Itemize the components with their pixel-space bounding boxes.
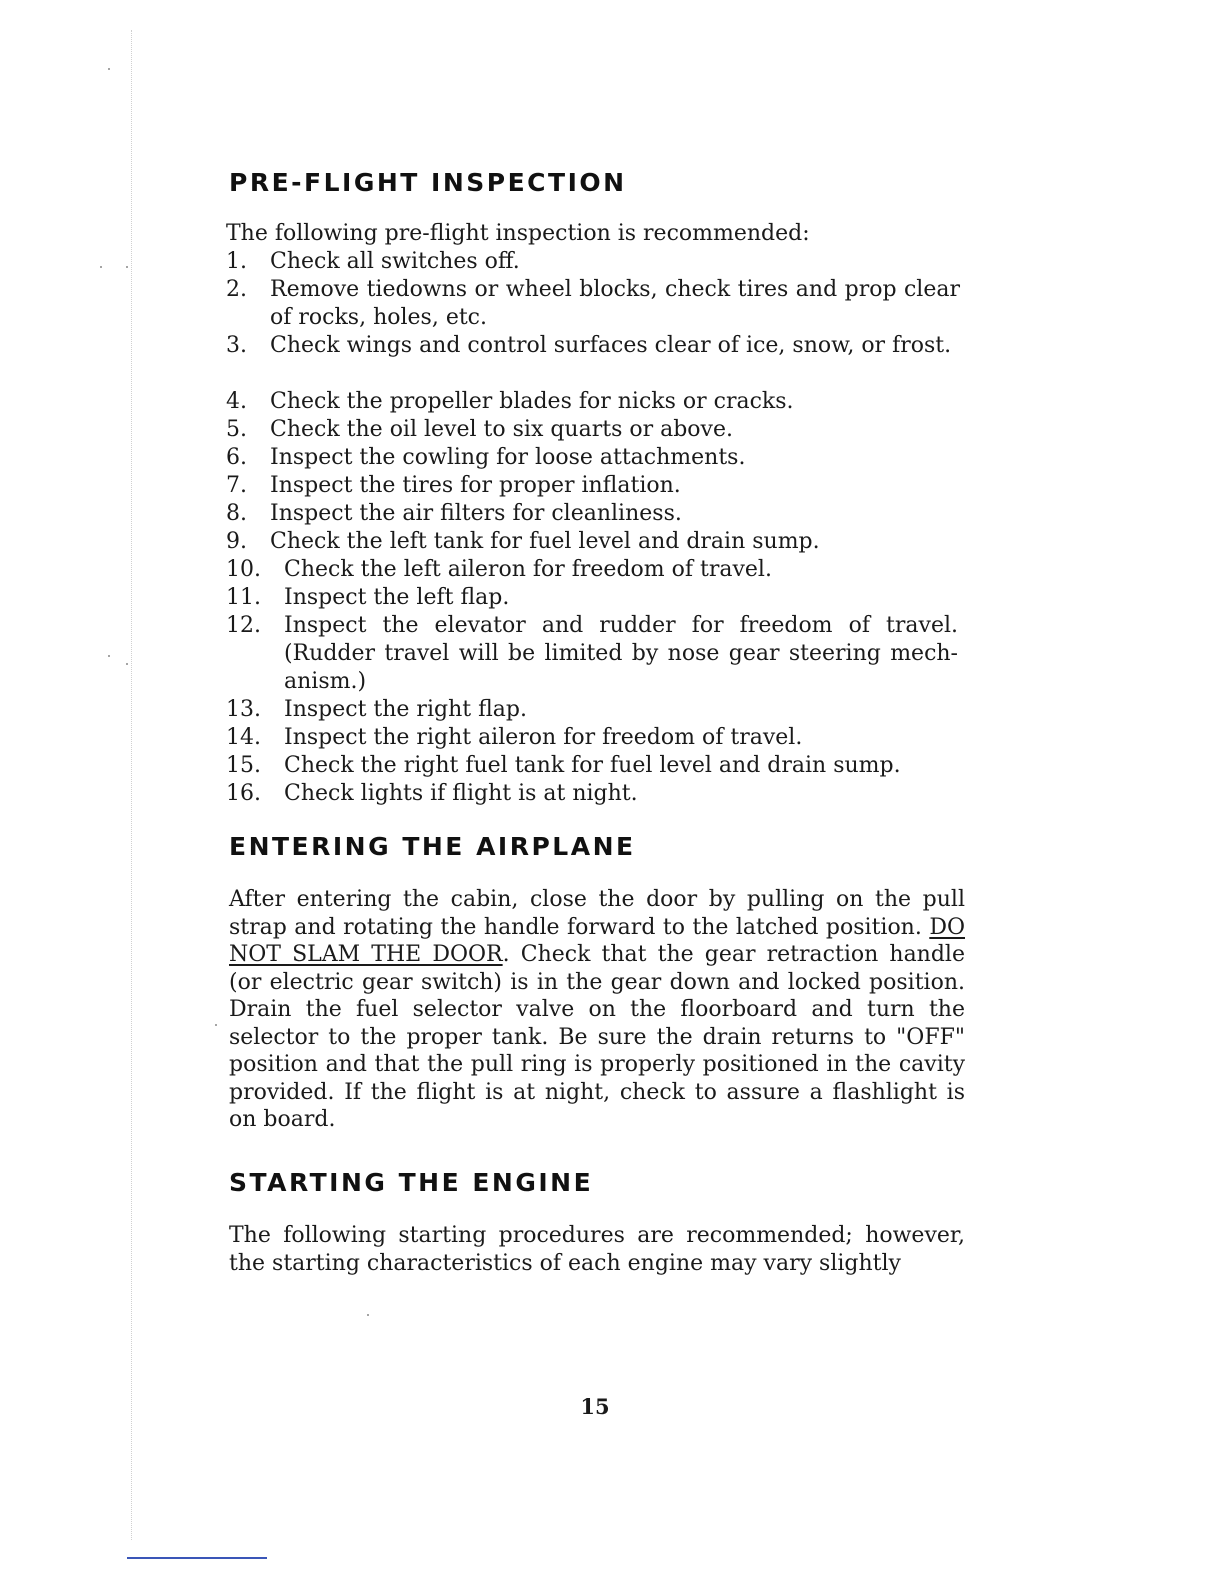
list-item — [0, 332, 1224, 388]
preflight-checklist — [0, 248, 1224, 808]
item-text: Inspect the elevator and rudder for freedom of travel. (Rudder travel will be limited by nose gear steering mech-anism.) — [284, 613, 958, 694]
item-number: 12. — [226, 613, 261, 638]
entering-text-after: . Check that the gear retraction handle (or electric gear switch) is in the gear down and locked position. Drain the fuel selector valve on the floorboard and turn the selector to the proper tank. Be sure the drain returns to "OFF" position and that the pull ring is properly positioned in the cavity provided. If the flight is at night, check to assure a flashlight is on board. — [229, 942, 965, 1132]
door-warning: DO NOT SLAM THE DOOR — [229, 914, 965, 967]
list-item — [0, 276, 1224, 332]
item-text: Check the right fuel tank for fuel level and drain sump. — [284, 753, 901, 778]
item-text: Check the left aileron for freedom of travel. — [284, 557, 772, 582]
entering-paragraph — [229, 886, 965, 1134]
section-title-entering: ENTERING THE AIRPLANE — [229, 832, 636, 861]
item-text: Check lights if flight is at night. — [284, 781, 638, 806]
item-text: Inspect the tires for proper inflation. — [270, 473, 681, 498]
scan-speck — [108, 68, 110, 70]
item-text: Inspect the air filters for cleanliness. — [270, 501, 682, 526]
item-number: 15. — [226, 753, 261, 778]
item-number: 16. — [226, 781, 261, 806]
item-number: 4. — [226, 389, 247, 414]
page-number: 15 — [580, 1394, 610, 1419]
item-number: 14. — [226, 725, 261, 750]
item-text: Check all switches off. — [270, 249, 520, 274]
item-number: 10. — [226, 557, 261, 582]
item-number: 1. — [226, 249, 247, 274]
list-item — [0, 584, 1224, 612]
section-title-preflight: PRE-FLIGHT INSPECTION — [229, 168, 627, 197]
item-text: Check the left tank for fuel level and drain sump. — [270, 529, 820, 554]
item-number: 9. — [226, 529, 247, 554]
list-item — [0, 724, 1224, 752]
item-text: Check wings and control surfaces clear of ice, snow, or frost. — [270, 333, 952, 358]
item-text: Inspect the right aileron for freedom of travel. — [284, 725, 803, 750]
item-text: Check the oil level to six quarts or above. — [270, 417, 733, 442]
scan-speck — [367, 1314, 369, 1316]
list-item — [0, 556, 1224, 584]
scan-speck — [215, 1024, 217, 1026]
item-number: 8. — [226, 501, 247, 526]
item-number: 5. — [226, 417, 247, 442]
list-item — [0, 472, 1224, 500]
item-text: Inspect the left flap. — [284, 585, 510, 610]
list-item — [0, 528, 1224, 556]
item-number: 2. — [226, 277, 247, 302]
entering-text-before: After entering the cabin, close the door by pulling on the pull strap and rotating the handle forward to the latched position. — [229, 887, 965, 940]
list-item — [0, 696, 1224, 724]
item-number: 7. — [226, 473, 247, 498]
bottom-rule — [127, 1557, 267, 1559]
list-item — [0, 248, 1224, 276]
item-text: Inspect the cowling for loose attachments. — [270, 445, 746, 470]
starting-paragraph: The following starting procedures are recommended; however, the starting characteristics of each engine may vary slightly — [229, 1223, 965, 1276]
item-number: 3. — [226, 333, 247, 358]
item-number: 11. — [226, 585, 261, 610]
item-text: Check the propeller blades for nicks or cracks. — [270, 389, 794, 414]
list-item — [0, 752, 1224, 780]
item-number: 13. — [226, 697, 261, 722]
section-title-starting: STARTING THE ENGINE — [229, 1168, 594, 1197]
preflight-intro: The following pre-flight inspection is recommended: — [226, 221, 810, 246]
list-item — [0, 388, 1224, 416]
item-text: Remove tiedowns or wheel blocks, check tires and prop clear of rocks, holes, etc. — [270, 277, 960, 330]
item-text: Inspect the right flap. — [284, 697, 527, 722]
list-item — [0, 500, 1224, 528]
list-item — [0, 416, 1224, 444]
list-item — [0, 444, 1224, 472]
item-number: 6. — [226, 445, 247, 470]
list-item — [0, 780, 1224, 808]
list-item — [0, 612, 1224, 696]
